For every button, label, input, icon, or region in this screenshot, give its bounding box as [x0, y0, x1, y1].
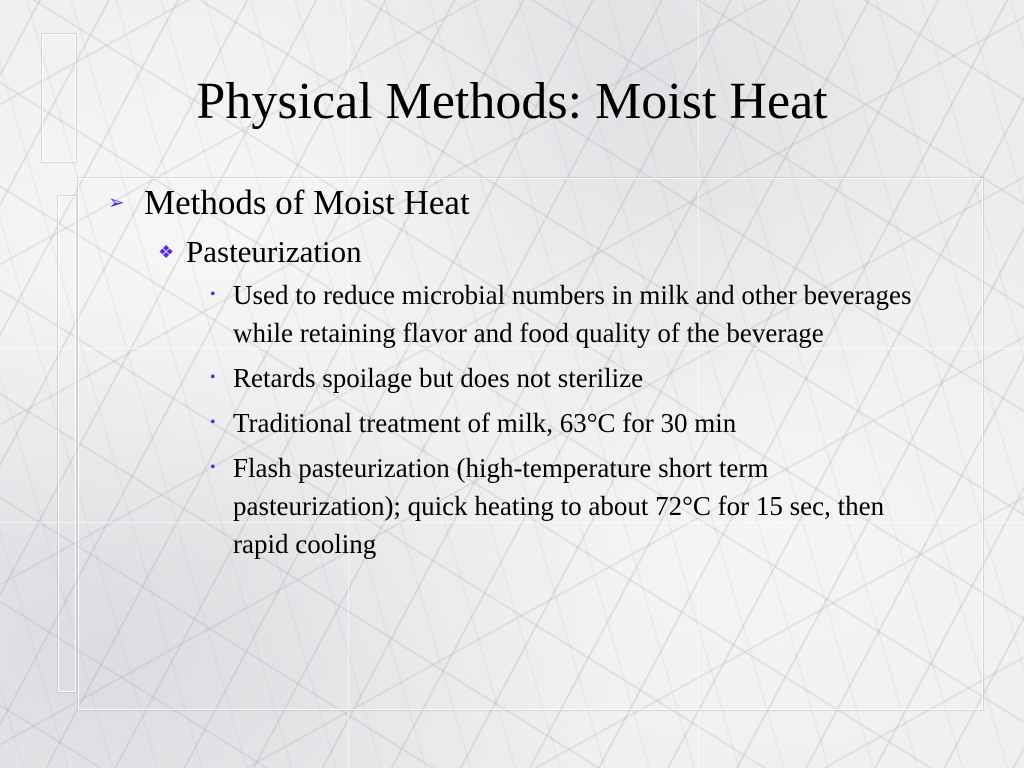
- list-item: [106, 276, 956, 352]
- list-item-text: Traditional treatment of milk, 63°C for 30 min: [233, 408, 737, 438]
- list-item-text: Flash pasteurization (high-temperature short term pasteurization); quick heating to about 72°C for 15 sec, then rapid cooling: [233, 453, 885, 559]
- dot-bullet-icon: •: [210, 369, 216, 386]
- slide-title: Physical Methods: Moist Heat: [196, 73, 828, 130]
- detail-list: [106, 276, 956, 563]
- level1-text: Methods of Moist Heat: [144, 183, 470, 222]
- list-item-text: Used to reduce microbial numbers in milk and other beverages while retaining flavor and food quality of the beverage: [233, 280, 912, 348]
- slide-body: [106, 182, 956, 570]
- dot-bullet-icon: •: [210, 414, 216, 431]
- dot-bullet-icon: •: [210, 459, 216, 476]
- list-item: [106, 404, 956, 442]
- diamond-bullet-icon: ❖: [158, 242, 175, 262]
- list-item: [106, 359, 956, 397]
- level1-item: [106, 182, 956, 224]
- level2-text: Pasteurization: [186, 234, 362, 269]
- body-frame-decoration: [58, 196, 76, 692]
- level2-item: [106, 232, 956, 272]
- list-item-text: Retards spoilage but does not sterilize: [233, 363, 644, 393]
- dot-bullet-icon: •: [210, 286, 216, 303]
- arrowhead-bullet-icon: ➢: [108, 192, 125, 214]
- list-item: [106, 449, 956, 563]
